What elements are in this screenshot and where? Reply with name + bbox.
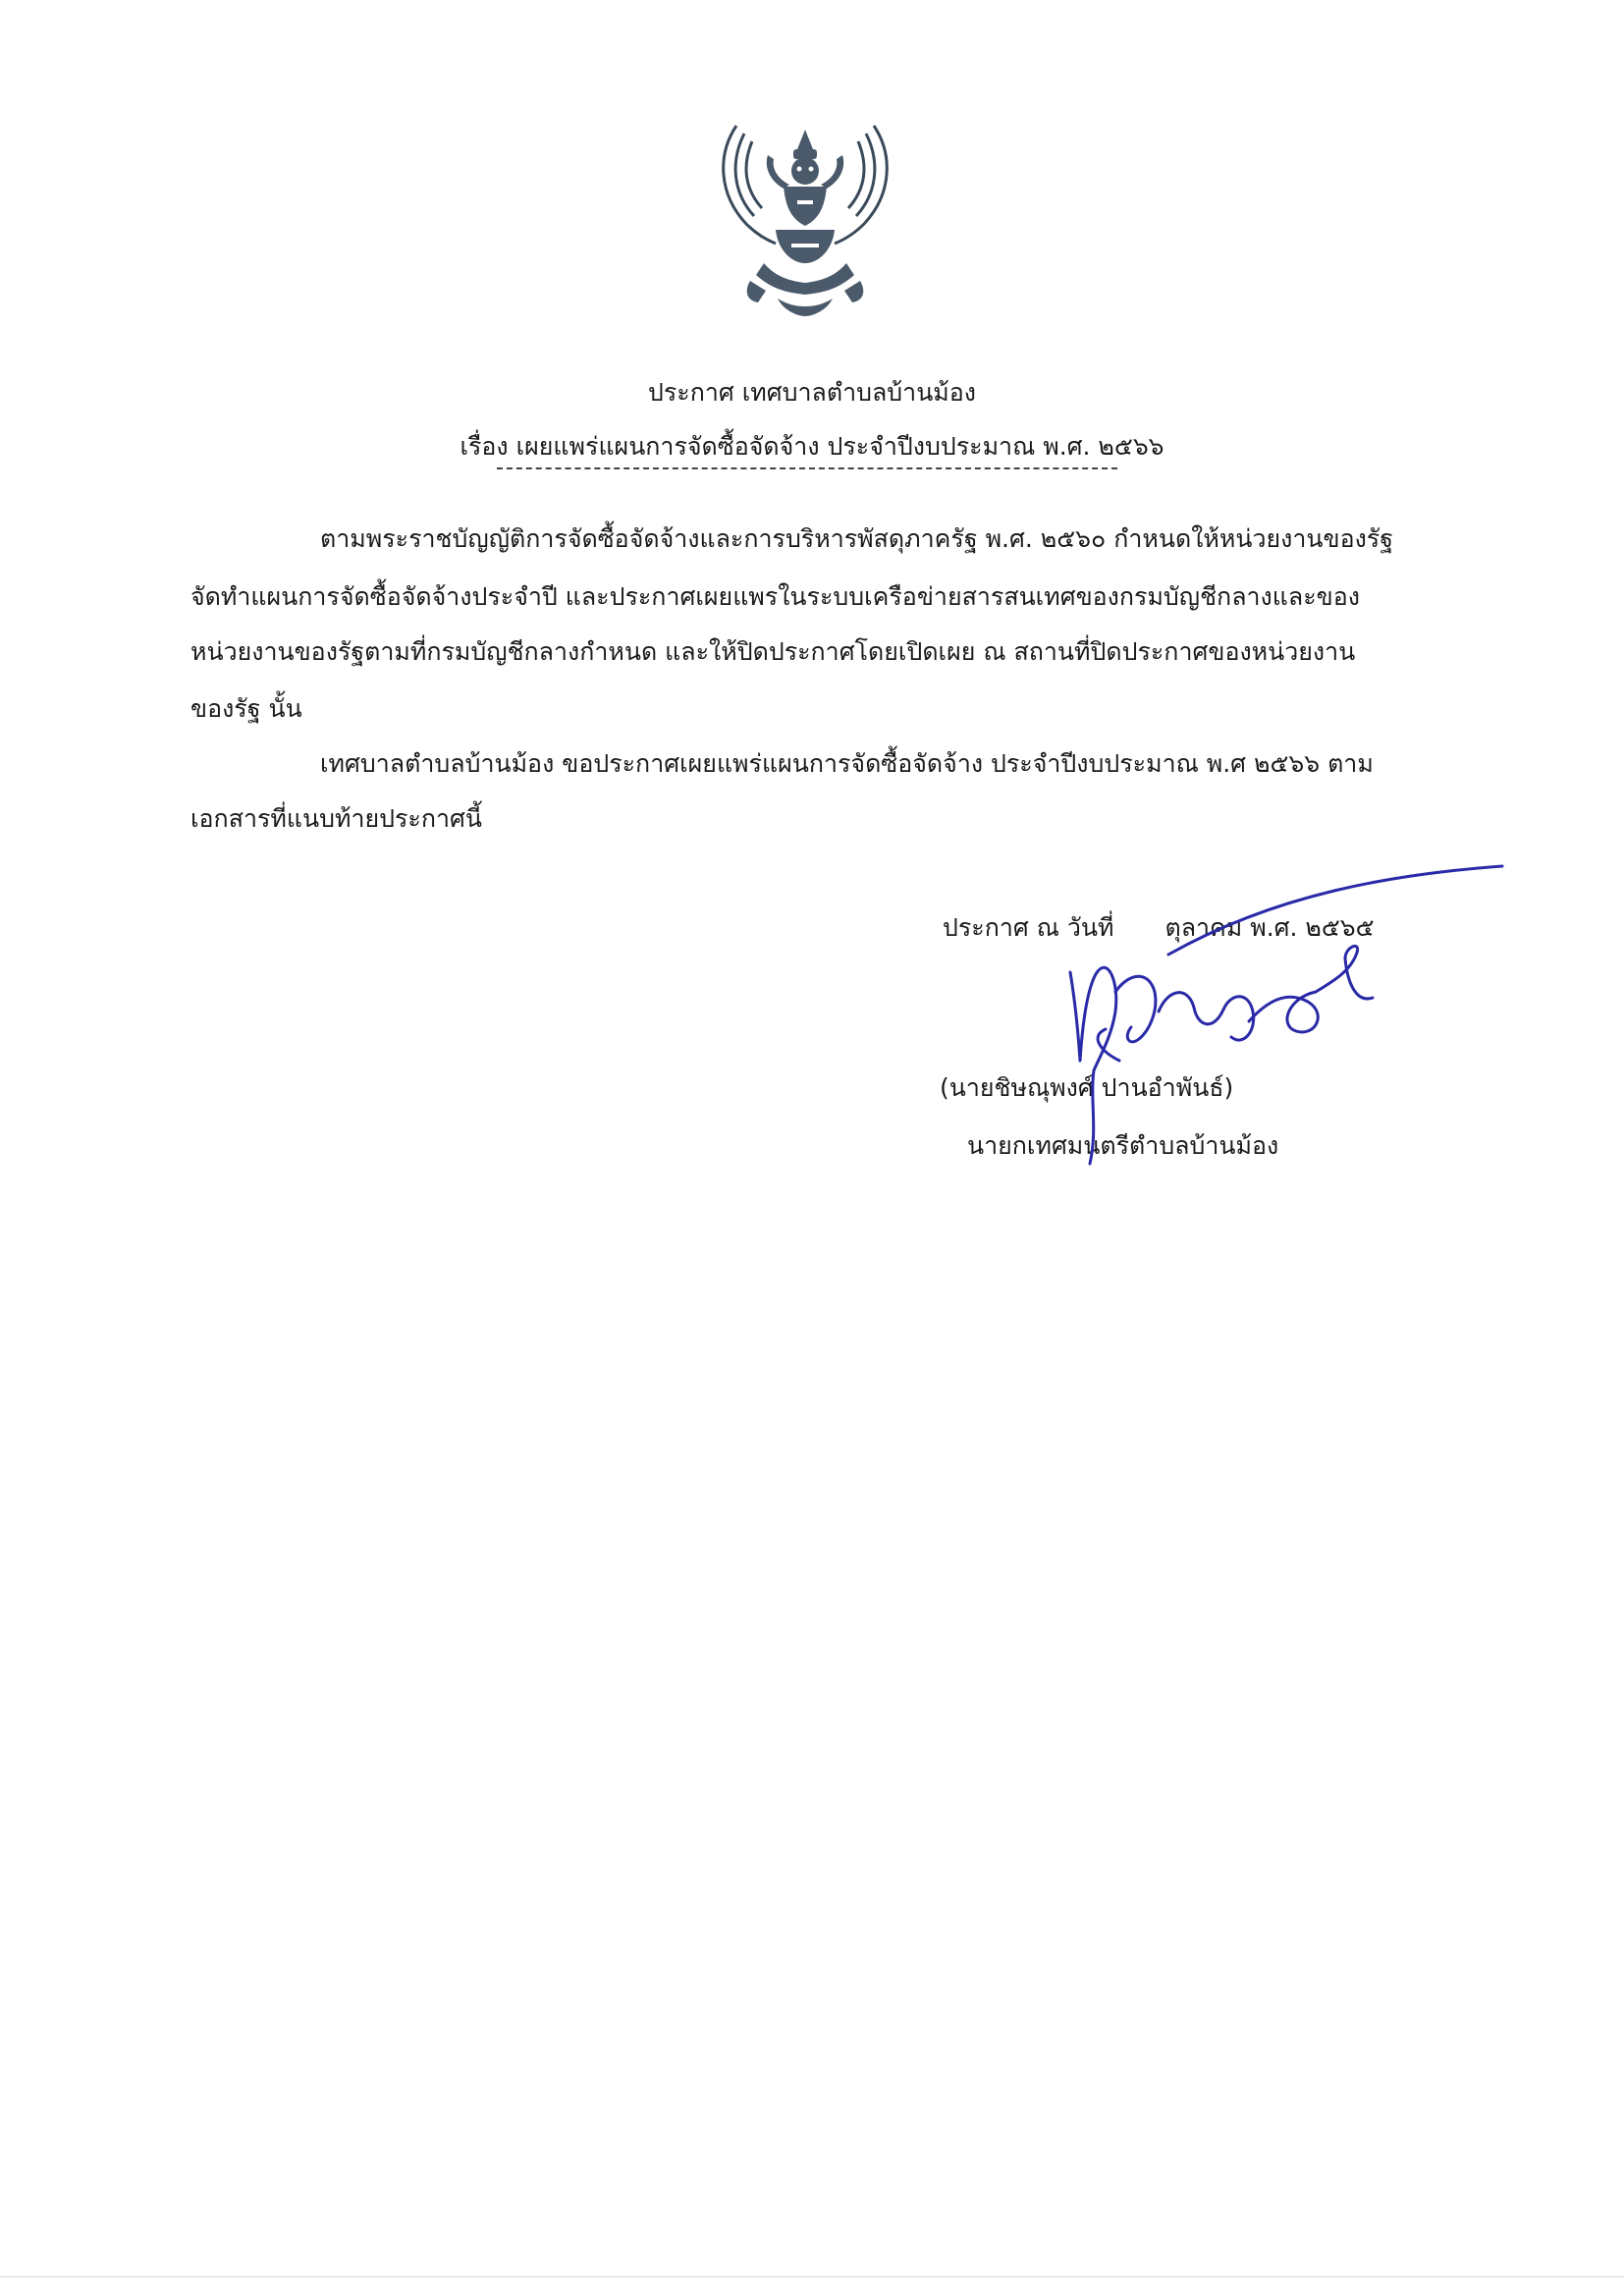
date-prefix: ประกาศ ณ วันที่ <box>943 913 1114 942</box>
signer-name: (นายชิษณุพงศ์ ปานอำพันธ์) <box>940 1073 1234 1102</box>
title-divider <box>497 467 1117 469</box>
page-bottom-edge <box>0 2276 1624 2277</box>
paragraph2-line1: เทศบาลตำบลบ้านม้อง ขอประกาศเผยแพร่แผนการจัดซื้อจัดจ้าง ประจำปีงบประมาณ พ.ศ ๒๕๖๖ ตาม <box>320 749 1374 778</box>
date-suffix: ตุลาคม พ.ศ. ๒๕๖๕ <box>1164 913 1375 942</box>
paragraph1-line3: หน่วยงานของรัฐตามที่กรมบัญชีกลางกำหนด และให้ปิดประกาศโดยเปิดเผย ณ สถานที่ปิดประกาศของหน่วยงาน <box>190 637 1356 666</box>
signer-title: นายกเทศมนตรีตำบลบ้านม้อง <box>967 1131 1279 1160</box>
paragraph1-line4: ของรัฐ นั้น <box>190 694 302 723</box>
announcement-subject: เรื่อง เผยแพร่แผนการจัดซื้อจัดจ้าง ประจำปีงบประมาณ พ.ศ. ๒๕๖๖ <box>460 432 1164 461</box>
announcement-title: ประกาศ เทศบาลตำบลบ้านม้อง <box>648 378 976 407</box>
paragraph1-line2: จัดทำแผนการจัดซื้อจัดจ้างประจำปี และประกาศเผยแพรในระบบเครือข่ายสารสนเทศของกรมบัญชีกลางและของ <box>190 582 1360 611</box>
garuda-emblem-icon <box>707 116 903 322</box>
paragraph2-line2: เอกสารที่แนบท้ายประกาศนี้ <box>190 804 482 833</box>
paragraph1-line1: ตามพระราชบัญญัติการจัดซื้อจัดจ้างและการบริหารพัสดุภาครัฐ พ.ศ. ๒๕๖๐ กำหนดให้หน่วยงานของรัฐ <box>320 524 1394 553</box>
handwritten-signature <box>1021 864 1532 1188</box>
